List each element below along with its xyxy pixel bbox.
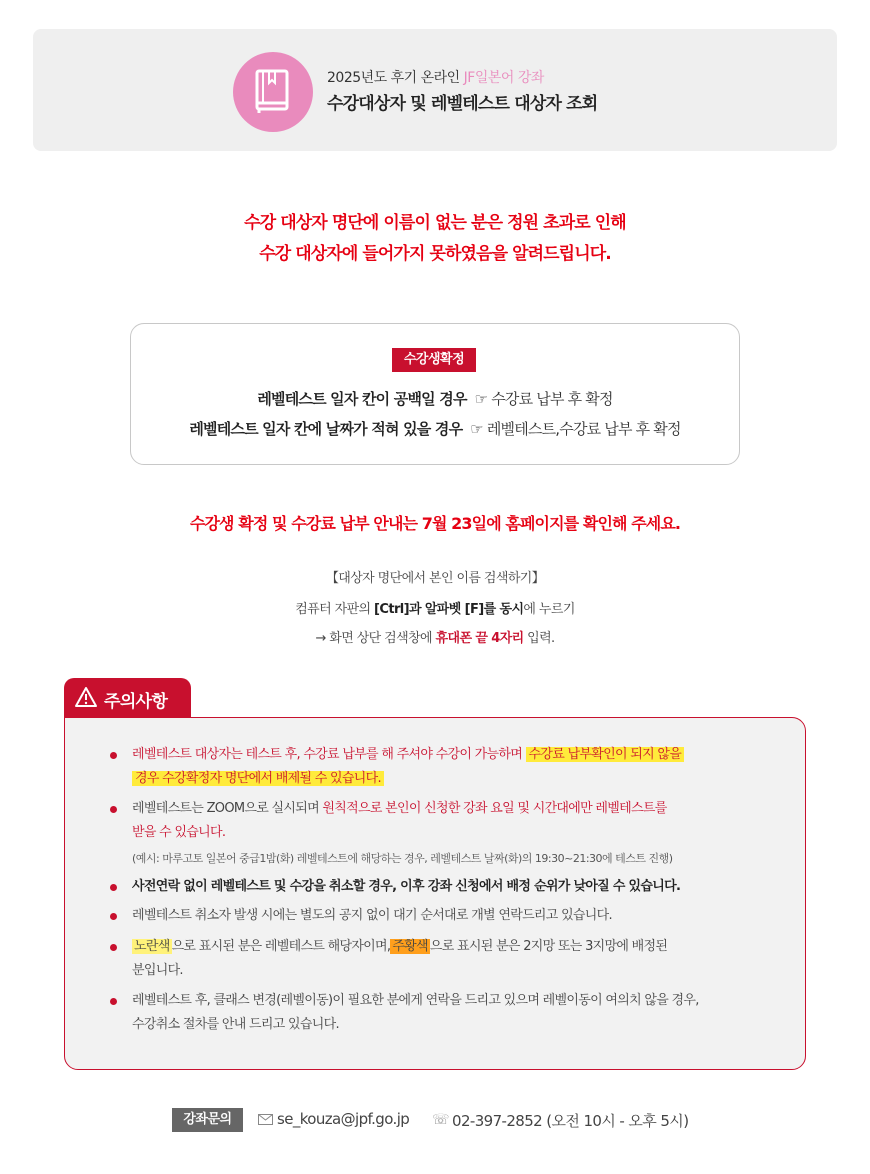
search-help-line-1: 컴퓨터 자판의 [Ctrl]과 알파벳 [F]를 동시에 누르기 xyxy=(295,602,575,617)
hand-pointer-icon: ☞ xyxy=(474,390,488,408)
book-icon-circle xyxy=(233,52,313,132)
hand-pointer-icon: ☞ xyxy=(470,420,483,438)
bullet-icon xyxy=(110,913,117,920)
caution-item-2-note: (예시: 마루고토 일본어 중급1밤(화) 레벨테스트에 해당하는 경우, 레벨테스트 날짜(화)의 19:30~21:30에 테스트 진행) xyxy=(132,852,673,865)
bullet-icon xyxy=(110,752,117,759)
contact-phone: 02-397-2852 (오전 10시 - 오후 5시) xyxy=(452,1112,689,1130)
warning-icon xyxy=(74,686,98,708)
mail-icon xyxy=(258,1114,273,1125)
caution-item-1-line-2: 경우 수강확정자 명단에서 배제될 수 있습니다. xyxy=(132,770,384,788)
confirm-row-2: 레벨테스트 일자 칸에 날짜가 적혀 있을 경우 ☞ 레벨테스트,수강료 납부 후 확정 xyxy=(189,420,681,438)
caution-item-5-line-1: 노란색 으로 표시된 분은 레벨테스트 해당자이며, 주황색 으로 표시된 분은 2지망 또는 3지망에 배정된 xyxy=(134,939,668,954)
bullet-icon xyxy=(110,806,117,813)
caution-item-2-line-2: 받을 수 있습니다. xyxy=(132,825,226,840)
contact-badge: 강좌문의 xyxy=(172,1108,243,1132)
announce-text: 수강생 확정 및 수강료 납부 안내는 7월 23일에 홈페이지를 확인해 주세요. xyxy=(189,514,681,533)
header-subtitle: 2025년도 후기 온라인 JF일본어 강좌 xyxy=(327,70,544,86)
caution-tab xyxy=(64,678,191,718)
search-help-title: 【대상자 명단에서 본인 이름 검색하기】 xyxy=(325,571,545,586)
bullet-icon xyxy=(110,944,117,951)
caution-item-1-line-1: 레벨테스트 대상자는 테스트 후, 수강료 납부를 해 주셔야 수강이 가능하며 수강료 납부확인이 되지 않을 xyxy=(132,746,684,764)
caution-title: 주의사항 xyxy=(104,692,168,712)
caution-item-3: 사전연락 없이 레벨테스트 및 수강을 취소할 경우, 이후 강좌 신청에서 배정 순위가 낮아질 수 있습니다. xyxy=(132,879,681,894)
caution-item-2-line-1: 레벨테스트는 ZOOM으로 실시되며 원칙적으로 본인이 신청한 강좌 요일 및 시간대에만 레벨테스트를 xyxy=(132,801,667,816)
bullet-icon xyxy=(110,884,117,891)
header-subtitle-highlight: JF일본어 강좌 xyxy=(463,70,544,86)
notice-line-1: 수강 대상자 명단에 이름이 없는 분은 정원 초과로 인해 xyxy=(244,213,626,233)
phone-icon: ☏ xyxy=(432,1112,450,1128)
caution-item-6-line-2: 수강취소 절차를 안내 드리고 있습니다. xyxy=(132,1017,339,1032)
confirm-badge: 수강생확정 xyxy=(392,348,476,372)
book-icon xyxy=(253,69,293,115)
contact-email-link[interactable]: se_kouza@jpf.go.jp xyxy=(277,1110,410,1128)
bullet-icon xyxy=(110,998,117,1005)
notice-line-2: 수강 대상자에 들어가지 못하였음을 알려드립니다. xyxy=(259,244,611,264)
caution-item-5-line-2: 분입니다. xyxy=(132,963,183,978)
confirm-row-1: 레벨테스트 일자 칸이 공백일 경우 ☞ 수강료 납부 후 확정 xyxy=(257,390,613,408)
caution-item-4: 레벨테스트 취소자 발생 시에는 별도의 공지 없이 대기 순서대로 개별 연락드리고 있습니다. xyxy=(132,908,612,923)
search-help-line-2: → 화면 상단 검색창에 휴대폰 끝 4자리 입력. xyxy=(315,631,555,646)
caution-item-6-line-1: 레벨테스트 후, 클래스 변경(레벨이동)이 필요한 분에게 연락을 드리고 있으며 레벨이동이 여의치 않을 경우, xyxy=(132,993,699,1008)
page-title: 수강대상자 및 레벨테스트 대상자 조회 xyxy=(327,94,598,114)
